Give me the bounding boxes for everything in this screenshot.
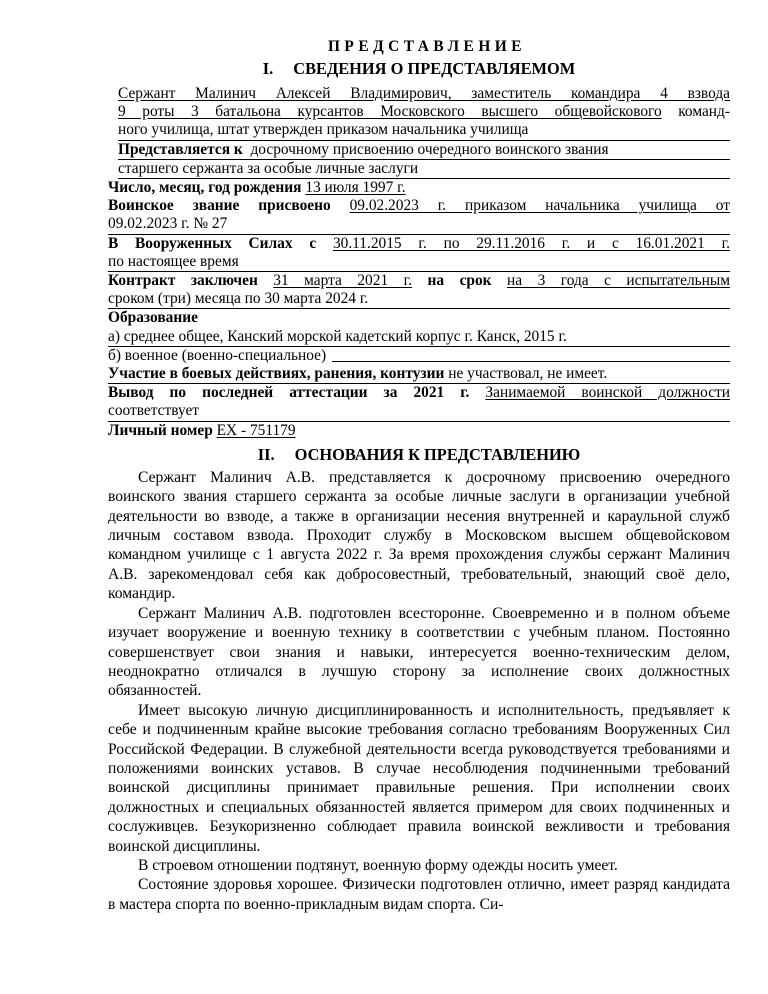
document-title: ПРЕДСТАВЛЕНИЕ xyxy=(327,38,527,55)
education-a: а) среднее общее, Канский морской кадетский корпус г. Канск, 2015 г. xyxy=(108,328,730,347)
service-row: В Вооруженных Силах с 30.11.2015 г. по 29.11.2016 г. и с 16.01.2021 г. xyxy=(108,234,730,252)
contract-row: Контракт заключен 31 марта 2021 г. на срок на 3 года с испытательным xyxy=(108,272,730,290)
paragraph-5: Состояние здоровья хорошее. Физически подготовлен отлично, имеет разряд кандидата в мастера спорта по военно-прикладным видам спорта. Си- xyxy=(108,876,730,913)
personal-number-label: Личный номер xyxy=(108,421,213,439)
combat-label: Участие в боевых действиях, ранения, контузии xyxy=(108,365,445,383)
paragraph-3: Имеет высокую личную дисциплинированность и исполнительность, предъявляет к себе и подчиненным крайне высокие требования согласно требованиям Вооруженных Сил Российской Федерации. В служебной деятельности всегда руководствуется требованиями и положениями воинских уставов. В случае несоблюдения подчиненными требований воинской дисциплины принимает правильные решения. При исполнении своих должностных и специальных обязанностей является примером для своих подчиненных и сослуживцев. Безукоризненно соблюдает правила воинской вежливости и требования воинской дисциплины. xyxy=(108,701,730,855)
section-2-number: II. xyxy=(257,444,275,464)
section-1-title: СВЕДЕНИЯ О ПРЕДСТАВЛЯЕМОМ xyxy=(293,59,576,78)
body-text xyxy=(108,468,730,914)
section-1-number: I. xyxy=(262,59,274,78)
contract-row-2: сроком (три) месяца по 30 марта 2024 г. xyxy=(108,290,730,309)
paragraph-2: Сержант Малинич А.В. подготовлен всесторонне. Своевременно и в полном объеме изучает вооружение и военную технику в соответствии с учебным планом. Постоянно совершенствует свои знания и навыки, интересуется военно-техническим делом, неоднократно отличался в лучшую сторону за исполнение своих должностных обязанностей. xyxy=(108,604,730,700)
rank-row-2: 09.02.2023 г. № 27 xyxy=(108,215,730,234)
education-label: Образование xyxy=(108,309,198,327)
education-b-blank xyxy=(332,347,730,362)
section-1-heading xyxy=(108,60,730,82)
paragraph-1: Сержант Малинич А.В. представляется к досрочному присвоению очередного воинского звания старшего сержанта за особые личные заслуги в организации учебной деятельности во взводе, а также в организации несения внутренней и караульной служб личным составом взвода. Проходит службу в Московском высшем общевойсковом командном училище с 1 августа 2022 г. За время прохождения службы сержант Малинич А.В. зарекомендовал себя как добросовестный, требовательный, знающий своё дело, командир. xyxy=(108,468,730,603)
presented-line-1: Представляется к досрочному присвоению очередного воинского звания xyxy=(118,141,730,160)
presented-line-2: старшего сержанта за особые личные заслуги xyxy=(118,160,730,179)
service-row-2: по настоящее время xyxy=(108,253,730,272)
paragraph-4: В строевом отношении подтянут, военную форму одежды носить умеет. xyxy=(138,856,618,874)
service-label: В Вооруженных Силах с xyxy=(108,234,317,252)
section-2-heading xyxy=(108,446,730,468)
birth-row xyxy=(108,179,730,197)
attestation-row: Вывод по последней аттестации за 2021 г. Занимаемой воинской должности xyxy=(108,384,731,402)
rank-row: Воинское звание присвоено 09.02.2023 г. приказом начальника училища от xyxy=(108,197,730,215)
birth-label: Число, месяц, год рождения xyxy=(108,179,302,197)
rank-label: Воинское звание присвоено xyxy=(108,197,331,215)
person-line-1: Сержант Малинич Алексей Владимирович, заместитель командира 4 взвода xyxy=(118,85,730,102)
attestation-row-2: соответствует xyxy=(108,402,730,421)
document-page xyxy=(108,38,730,914)
personal-number-row: Личный номер ЕХ - 751179 xyxy=(108,421,296,439)
person-line-3: ного училища, штат утвержден приказом начальника училища xyxy=(118,121,730,140)
person-info xyxy=(108,82,730,141)
presented-block xyxy=(108,141,730,179)
birth-value: 13 июля 1997 г. xyxy=(305,179,406,197)
person-line-2: 9 роты 3 батальона курсантов Московского высшего общевойскового команд- xyxy=(118,103,730,121)
education-b: б) военное (военно-специальное) xyxy=(108,347,730,365)
presented-label: Представляется к xyxy=(118,140,243,158)
contract-label: Контракт заключен xyxy=(108,272,258,290)
combat-row: Участие в боевых действиях, ранения, контузии не участвовал, не имеет. xyxy=(108,365,730,384)
section-2-title: ОСНОВАНИЯ К ПРЕДСТАВЛЕНИЮ xyxy=(294,444,581,464)
attestation-label: Вывод по последней аттестации за 2021 г. xyxy=(108,384,470,402)
